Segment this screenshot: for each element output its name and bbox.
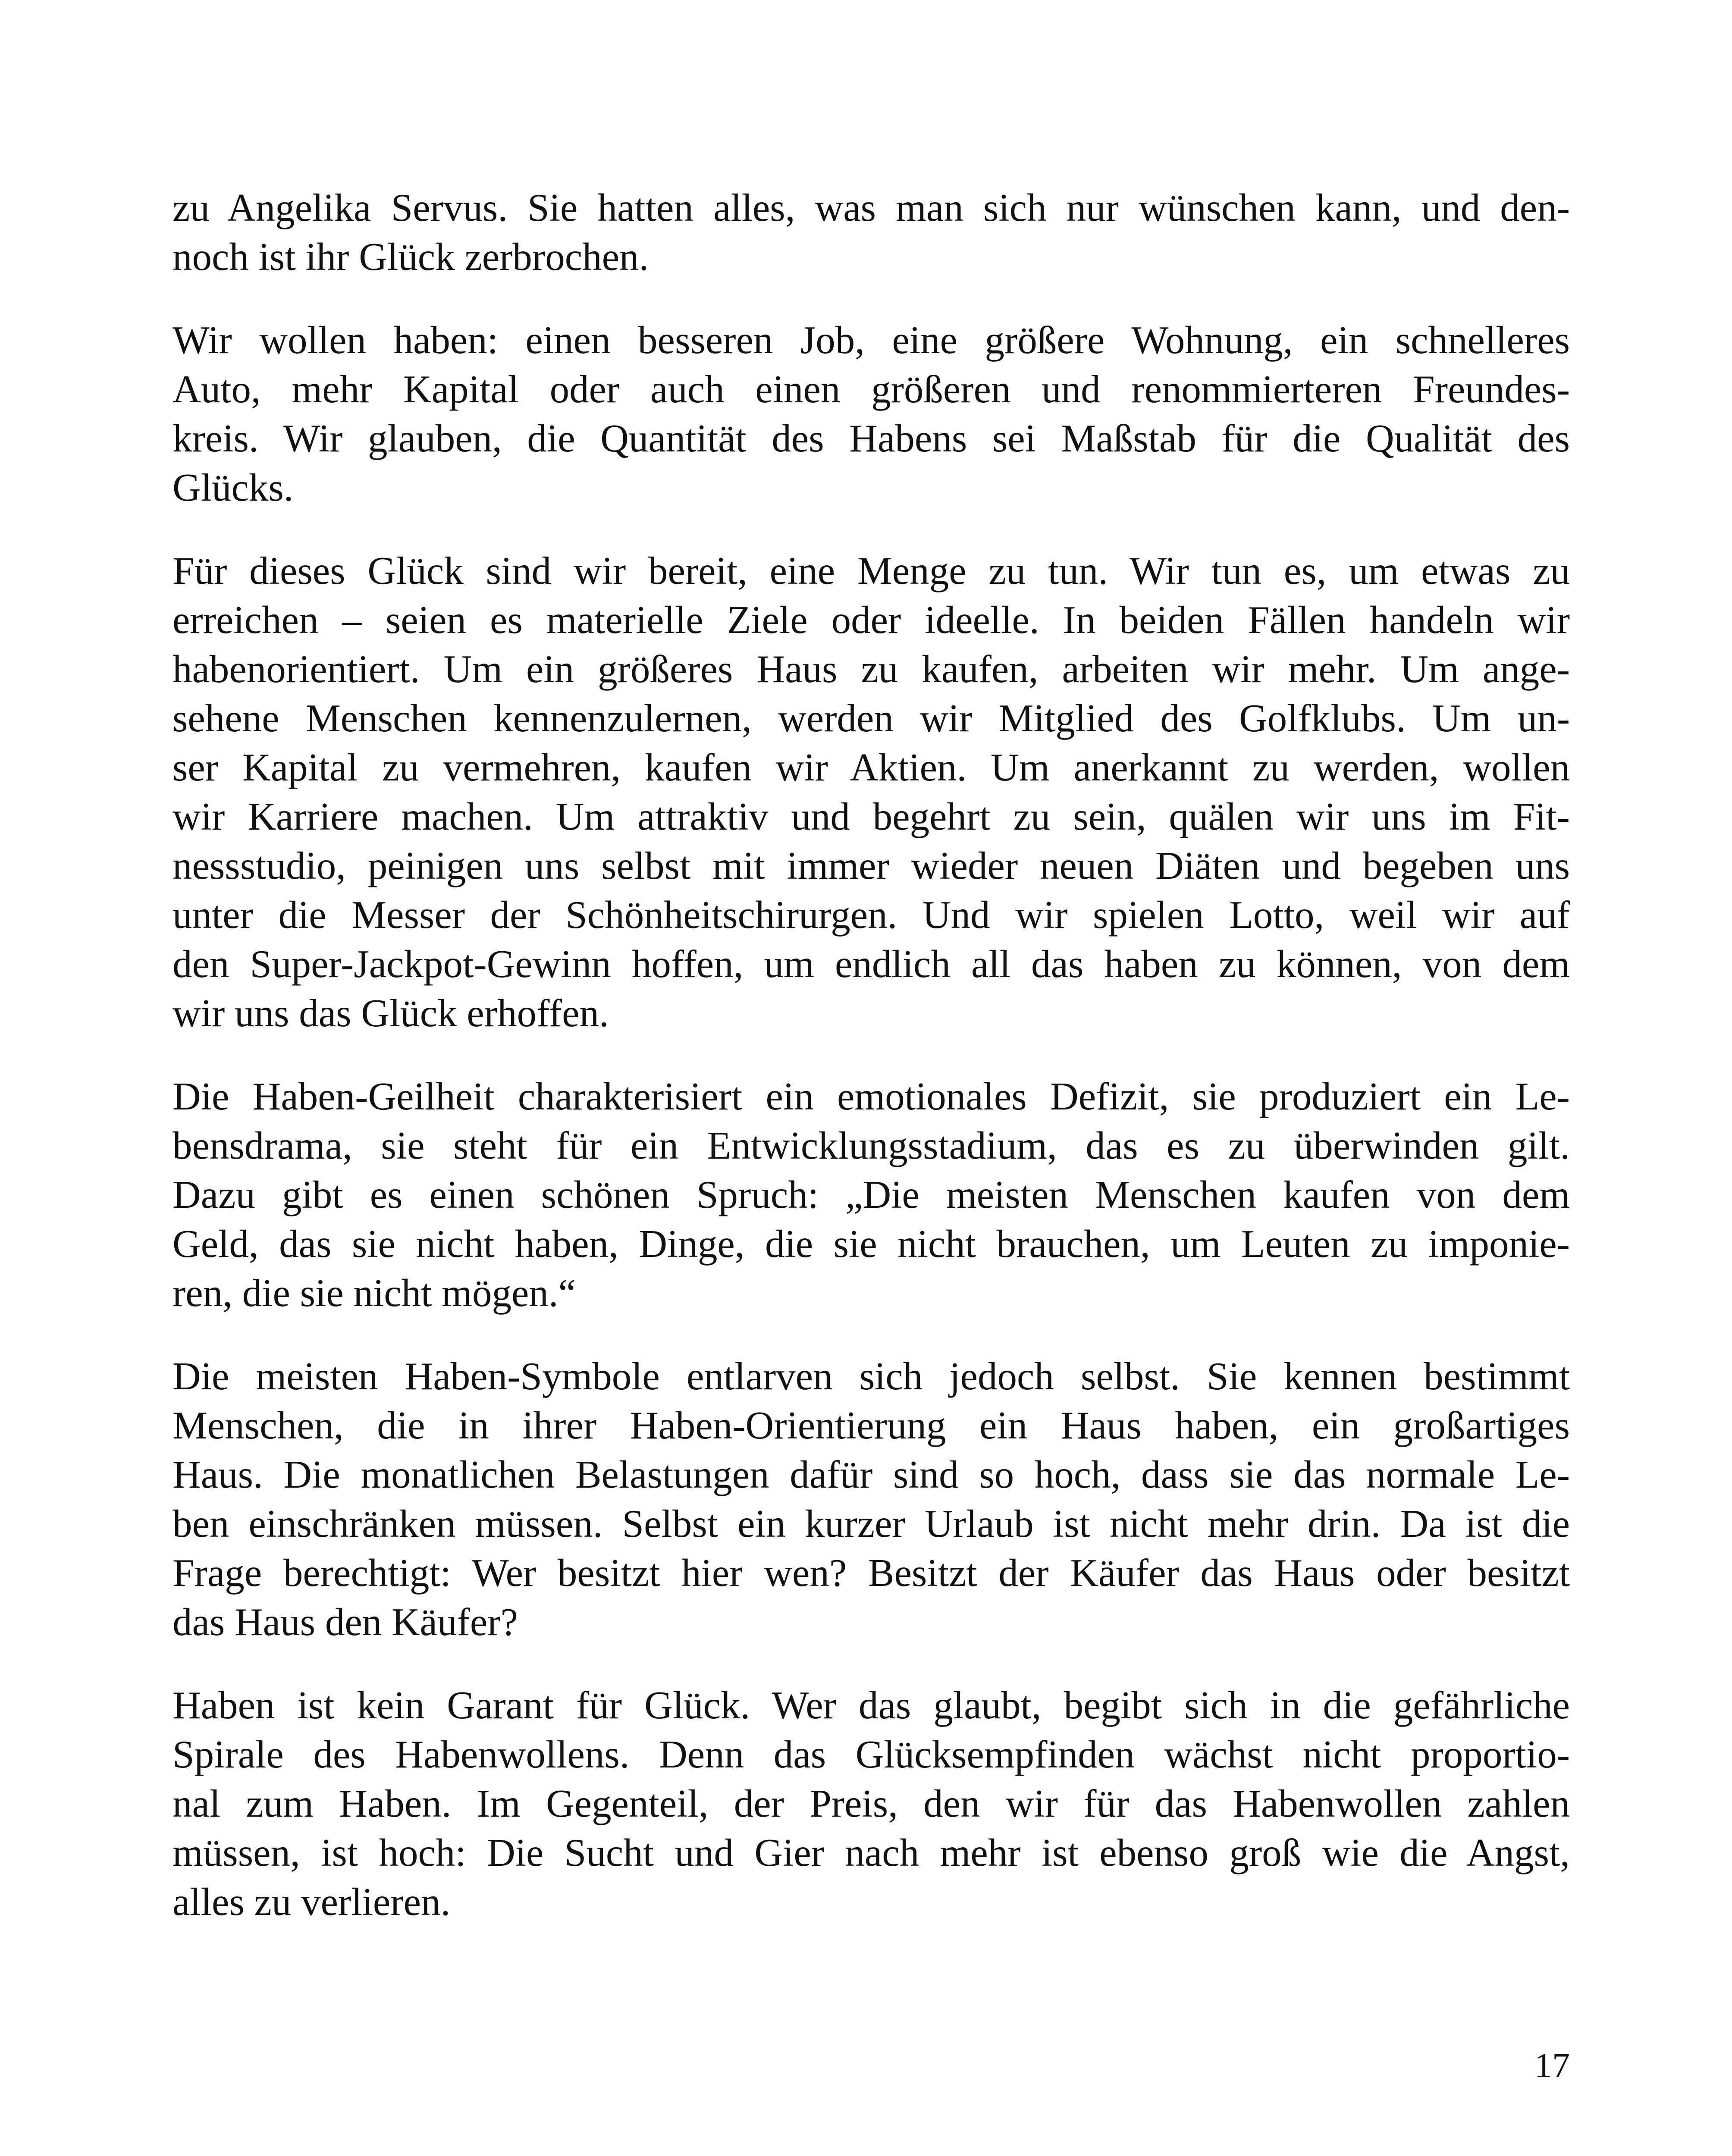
paragraph bbox=[173, 1352, 1570, 1647]
text-line: Für dieses Glück sind wir bereit, eine Menge zu tun. Wir tun es, um etwas zu bbox=[173, 549, 1570, 592]
paragraph bbox=[173, 546, 1570, 1038]
text-line: Auto, mehr Kapital oder auch einen größeren und renommierteren Freundes- bbox=[173, 367, 1570, 411]
text-line: ren, die sie nicht mögen.“ bbox=[173, 1271, 576, 1315]
text-line: Geld, das sie nicht haben, Dinge, die sie nicht brauchen, um Leuten zu imponie- bbox=[173, 1222, 1570, 1266]
text-line: wir uns das Glück erhoffen. bbox=[173, 991, 609, 1035]
text-line: habenorientiert. Um ein größeres Haus zu kaufen, arbeiten wir mehr. Um ange- bbox=[173, 647, 1570, 691]
paragraph bbox=[173, 183, 1570, 282]
text-line: noch ist ihr Glück zerbrochen. bbox=[173, 235, 649, 279]
text-line: nal zum Haben. Im Gegenteil, der Preis, den wir für das Habenwollen zahlen bbox=[173, 1782, 1570, 1825]
paragraph bbox=[173, 1681, 1570, 1927]
text-line: ser Kapital zu vermehren, kaufen wir Aktien. Um anerkannt zu werden, wollen bbox=[173, 746, 1570, 789]
paragraph bbox=[173, 316, 1570, 512]
text-line: ben einschränken müssen. Selbst ein kurzer Urlaub ist nicht mehr drin. Da ist die bbox=[173, 1502, 1570, 1545]
text-line: Haus. Die monatlichen Belastungen dafür sind so hoch, dass sie das normale Le- bbox=[173, 1453, 1570, 1496]
text-line: sehene Menschen kennenzulernen, werden wir Mitglied des Golfklubs. Um un- bbox=[173, 696, 1570, 740]
text-line: den Super-Jackpot-Gewinn hoffen, um endlich all das haben zu können, von dem bbox=[173, 942, 1570, 986]
text-line: alles zu verlieren. bbox=[173, 1880, 451, 1924]
text-line: Frage berechtigt: Wer besitzt hier wen? Besitzt der Käufer das Haus oder besitzt bbox=[173, 1551, 1570, 1595]
text-line: zu Angelika Servus. Sie hatten alles, was man sich nur wünschen kann, und den- bbox=[173, 186, 1570, 229]
text-line: kreis. Wir glauben, die Quantität des Habens sei Maßstab für die Qualität des bbox=[173, 417, 1570, 460]
text-line: Haben ist kein Garant für Glück. Wer das glaubt, begibt sich in die gefährliche bbox=[173, 1683, 1570, 1727]
text-line: Glücks. bbox=[173, 466, 294, 509]
text-line: müssen, ist hoch: Die Sucht und Gier nach mehr ist ebenso groß wie die Angst, bbox=[173, 1831, 1570, 1874]
text-line: nessstudio, peinigen uns selbst mit immer wieder neuen Diäten und begeben uns bbox=[173, 844, 1570, 887]
text-line: erreichen – seien es materielle Ziele oder ideelle. In beiden Fällen handeln wir bbox=[173, 598, 1570, 642]
text-line: bensdrama, sie steht für ein Entwicklungsstadium, das es zu überwinden gilt. bbox=[173, 1124, 1570, 1167]
text-line: das Haus den Käufer? bbox=[173, 1600, 518, 1644]
page-number: 17 bbox=[1534, 2046, 1570, 2085]
text-line: wir Karriere machen. Um attraktiv und begehrt zu sein, quälen wir uns im Fit- bbox=[173, 795, 1570, 838]
text-line: Wir wollen haben: einen besseren Job, eine größere Wohnung, ein schnelleres bbox=[173, 318, 1570, 362]
text-line: Menschen, die in ihrer Haben-Orientierung ein Haus haben, ein großartiges bbox=[173, 1404, 1570, 1447]
text-line: unter die Messer der Schönheitschirurgen. Und wir spielen Lotto, weil wir auf bbox=[173, 893, 1570, 937]
text-line: Die meisten Haben-Symbole entlarven sich jedoch selbst. Sie kennen bestimmt bbox=[173, 1354, 1570, 1398]
text-line: Die Haben-Geilheit charakterisiert ein emotionales Defizit, sie produziert ein Le- bbox=[173, 1075, 1570, 1118]
text-line: Dazu gibt es einen schönen Spruch: „Die meisten Menschen kaufen von dem bbox=[173, 1173, 1570, 1216]
body-text bbox=[173, 183, 1570, 1961]
text-line: Spirale des Habenwollens. Denn das Glücksempfinden wächst nicht proportio- bbox=[173, 1733, 1570, 1776]
paragraph bbox=[173, 1072, 1570, 1318]
